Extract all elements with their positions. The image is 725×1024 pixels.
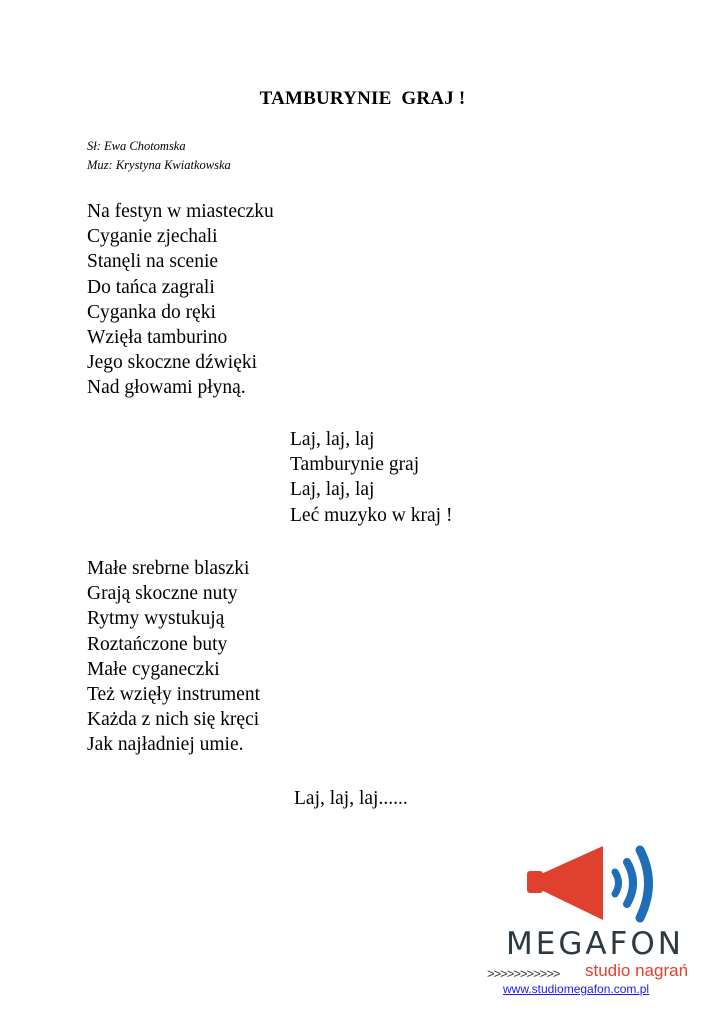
lyric-line: Roztańczone buty: [87, 633, 228, 655]
lyric-line: Laj, laj, laj: [290, 429, 375, 450]
verse-1: [87, 199, 274, 401]
lyrics-credit: Sł: Ewa Chotomska: [87, 139, 186, 153]
lyric-line: Tamburynie graj: [290, 454, 420, 476]
brand-tagline: studio nagrań: [585, 961, 689, 980]
lyric-line: Do tańca zagrali: [87, 276, 215, 298]
brand-name: MEGAFON: [506, 926, 684, 962]
lyric-line: Leć muzyko w kraj !: [290, 504, 453, 526]
brand-arrows: >>>>>>>>>>>: [487, 966, 560, 981]
speaker-icon: [525, 838, 655, 928]
lyric-line: Rytmy wystukują: [87, 608, 225, 630]
lyric-line: Na festyn w miasteczku: [87, 201, 274, 222]
lyric-line: Jak najładniej umie.: [87, 734, 244, 756]
lyric-line: Nad głowami płyną.: [87, 377, 246, 399]
megafon-logo: [480, 838, 710, 998]
lyric-line: Cyganka do ręki: [87, 301, 216, 323]
verse-2: [87, 556, 260, 758]
lyric-line: Grają skoczne nuty: [87, 583, 238, 605]
chorus: [290, 427, 452, 528]
outro-line: Laj, laj, laj......: [294, 788, 408, 809]
lyric-line: Małe cyganeczki: [87, 658, 220, 680]
lyric-line: Też wzięły instrument: [87, 684, 260, 706]
lyric-line: Stanęli na scenie: [87, 251, 219, 273]
song-title: TAMBURYNIE GRAJ !: [259, 88, 466, 109]
music-credit: Muz: Krystyna Kwiatkowska: [87, 158, 231, 172]
lyric-line: Laj, laj, laj: [290, 479, 375, 501]
credits: [87, 137, 231, 175]
lyric-line: Cyganie zjechali: [87, 226, 218, 248]
lyric-line: Małe srebrne blaszki: [87, 558, 250, 579]
lyric-line: Jego skoczne dźwięki: [87, 352, 258, 374]
lyric-line: Wzięła tamburino: [87, 327, 228, 349]
website-link[interactable]: www.studiomegafon.com.pl: [503, 982, 650, 996]
lyric-line: Każda z nich się kręci: [87, 709, 260, 731]
